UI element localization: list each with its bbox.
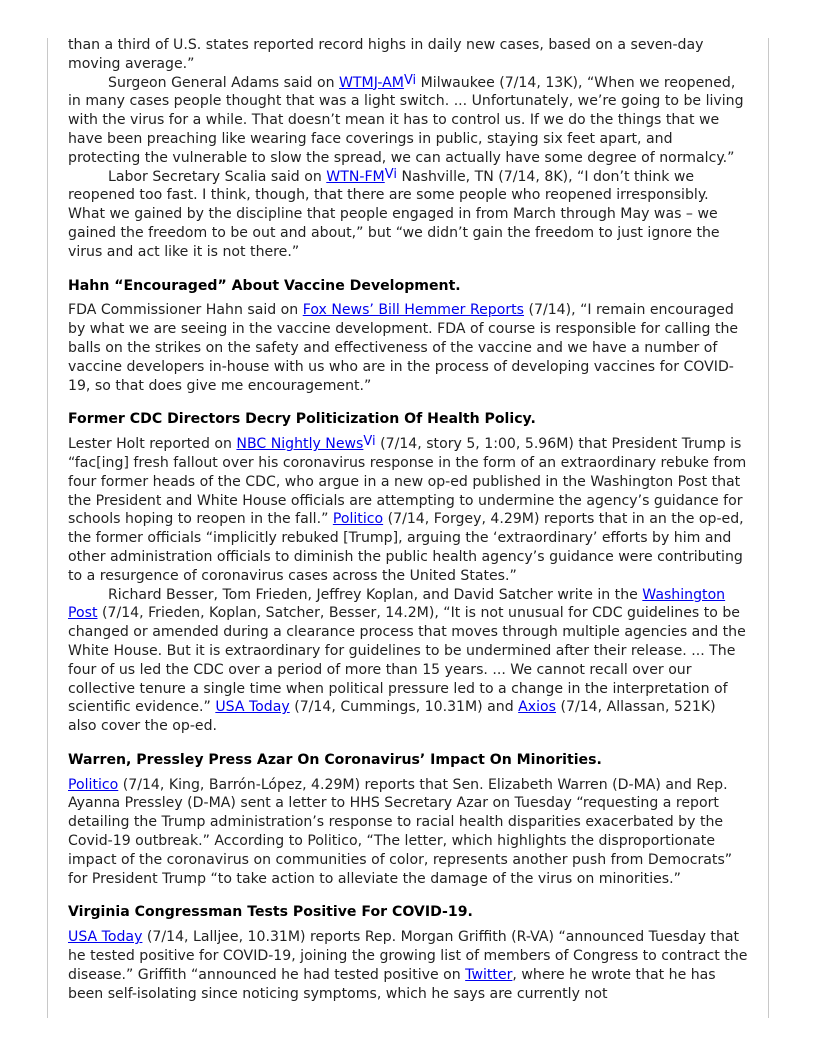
- section-heading-cdc-directors: Former CDC Directors Decry Politicization Of Health Policy.: [68, 411, 536, 428]
- paragraph-text: Nashville, TN (7/14, 8K), “I don’t think we reopened too fast. I think, though, that there are some people who reopened irresponsibly. What we gained by the discipline that people engaged in from March through May was – we gained the freedom to be out and about,” but “we didn’t gain the freedom to just ignore the virus and act like it is not there.”: [68, 168, 720, 260]
- paragraph-text: Labor Secretary Scalia said on: [108, 168, 327, 185]
- paragraph-text: than a third of U.S. states reported record highs in daily new cases, based on a seven-day moving average.”: [68, 37, 704, 72]
- paragraph-text: Lester Holt reported on: [68, 436, 237, 453]
- paragraph-surgeon-general: [68, 74, 748, 168]
- paragraph-text: Surgeon General Adams said on: [108, 74, 339, 91]
- link-politico[interactable]: Politico: [68, 776, 119, 793]
- video-indicator[interactable]: Vi: [384, 166, 397, 182]
- section-heading-griffith: Virginia Congressman Tests Positive For COVID-19.: [68, 904, 473, 921]
- link-nbc-nightly-news[interactable]: NBC Nightly News: [236, 436, 364, 453]
- link-fox-news[interactable]: Fox News’ Bill Hemmer Reports: [302, 302, 525, 319]
- link-usa-today[interactable]: USA Today: [215, 699, 290, 716]
- video-indicator[interactable]: Vi: [363, 434, 376, 450]
- paragraph-text: Richard Besser, Tom Frieden, Jeffrey Koplan, and David Satcher write in the: [108, 586, 643, 603]
- paragraph-text: FDA Commissioner Hahn said on: [68, 302, 303, 319]
- section-heading-warren-pressley: Warren, Pressley Press Azar On Coronavirus’ Impact On Minorities.: [68, 751, 602, 768]
- link-politico[interactable]: Politico: [332, 511, 384, 528]
- paragraph-text: Milwaukee (7/14, 13K), “When we reopened, in many cases people thought that was a light switch. ... Unfortunately, we’re going to be living with the virus for a while. That doesn’t mean it has to control us. If we do the things that we have been preaching like wearing face coverings in public, staying six feet apart, and protecting the vulnerable to slow the spread, we can actually have some degree of normalcy.”: [68, 74, 744, 166]
- paragraph-warren-pressley: [68, 776, 748, 889]
- paragraph-text: (7/14, Lalljee, 10.31M) reports Rep. Morgan Griffith (R-VA) “announced Tuesday that he tested positive for COVID-19, joining the growing list of members of Congress to contract the disease.” Griffith “announced he had tested positive on: [68, 929, 748, 983]
- link-wtmj-am[interactable]: WTMJ-AM: [339, 74, 404, 91]
- link-wtn-fm[interactable]: WTN-FM: [326, 168, 385, 185]
- paragraph-griffith: [68, 928, 748, 1003]
- link-twitter[interactable]: Twitter: [465, 966, 513, 983]
- paragraph-continued: [68, 36, 748, 74]
- paragraph-text: (7/14, Frieden, Koplan, Satcher, Besser, 14.2M), “It is not unusual for CDC guidelines to be changed or amended during a clearance process that moves through multiple agencies and the White House. But it is extraordinary for guidelines to be undermined after their release. ... The four of us led the CDC over a period of more than 15 years. ... We cannot recall over our collective tenure a single time when political pressure led to a change in the interpretation of scientific evidence.”: [68, 605, 746, 716]
- paragraph-lester-holt: [68, 435, 748, 585]
- left-margin-rule: [47, 38, 48, 1018]
- link-axios[interactable]: Axios: [518, 699, 557, 716]
- section-heading-hahn: Hahn “Encouraged” About Vaccine Development.: [68, 277, 461, 294]
- paragraph-text: (7/14, Allassan, 521K) also cover the op-ed.: [68, 699, 716, 735]
- paragraph-hahn: [68, 301, 748, 395]
- paragraph-text: (7/14, story 5, 1:00, 5.96M) that President Trump is “fac[ing] fresh fallout over his coronavirus response in the form of an extraordinary rebuke from four former heads of the CDC, who argue in a new op-ed published in the Washington Post that the President and White House officials are attempting to undermine the agency’s guidance for schools hoping to reopen in the fall.”: [68, 436, 747, 528]
- paragraph-text: , where he wrote that he has been self-isolating since noticing symptoms, which he says are currently not: [68, 966, 716, 1002]
- video-indicator[interactable]: Vi: [403, 72, 417, 88]
- link-washington-post[interactable]: Washington Post: [68, 586, 726, 622]
- right-margin-rule: [768, 38, 769, 1018]
- paragraph-text: (7/14, King, Barrón-López, 4.29M) reports that Sen. Elizabeth Warren (D-MA) and Rep. Ayanna Pressley (D-MA) sent a letter to HHS Secretary Azar on Tuesday “requesting a report detailing the Trump administration’s response to racial health disparities exacerbated by the Covid-19 outbreak.” According to Politico, “The letter, which highlights the disproportionate impact of the coronavirus on communities of color, represents another push from Democrats” for President Trump “to take action to alleviate the damage of the virus on minorities.”: [68, 776, 733, 887]
- paragraph-labor-secretary: [68, 168, 748, 262]
- paragraph-text: (7/14, Forgey, 4.29M) reports that in an the op-ed, the former officials “implicitly rebuked [Trump], arguing the ‘extraordinary’ efforts by him and other administration officials to diminish the public health agency’s guidance were contributing to a resurgence of coronavirus cases across the United States.”: [68, 511, 744, 584]
- paragraph-former-directors: [68, 586, 748, 736]
- link-usa-today[interactable]: USA Today: [68, 929, 143, 946]
- paragraph-text: (7/14), “I remain encouraged by what we are seeing in the vaccine development. FDA of course is responsible for calling the balls on the strikes on the safety and effectiveness of the vaccine and we have a number of vaccine developers in-house with us who are in the process of developing vaccines for COVID-19, so that does give me encouragement.”: [68, 302, 739, 394]
- document-page: [68, 36, 748, 1003]
- paragraph-text: (7/14, Cummings, 10.31M) and: [289, 699, 519, 716]
